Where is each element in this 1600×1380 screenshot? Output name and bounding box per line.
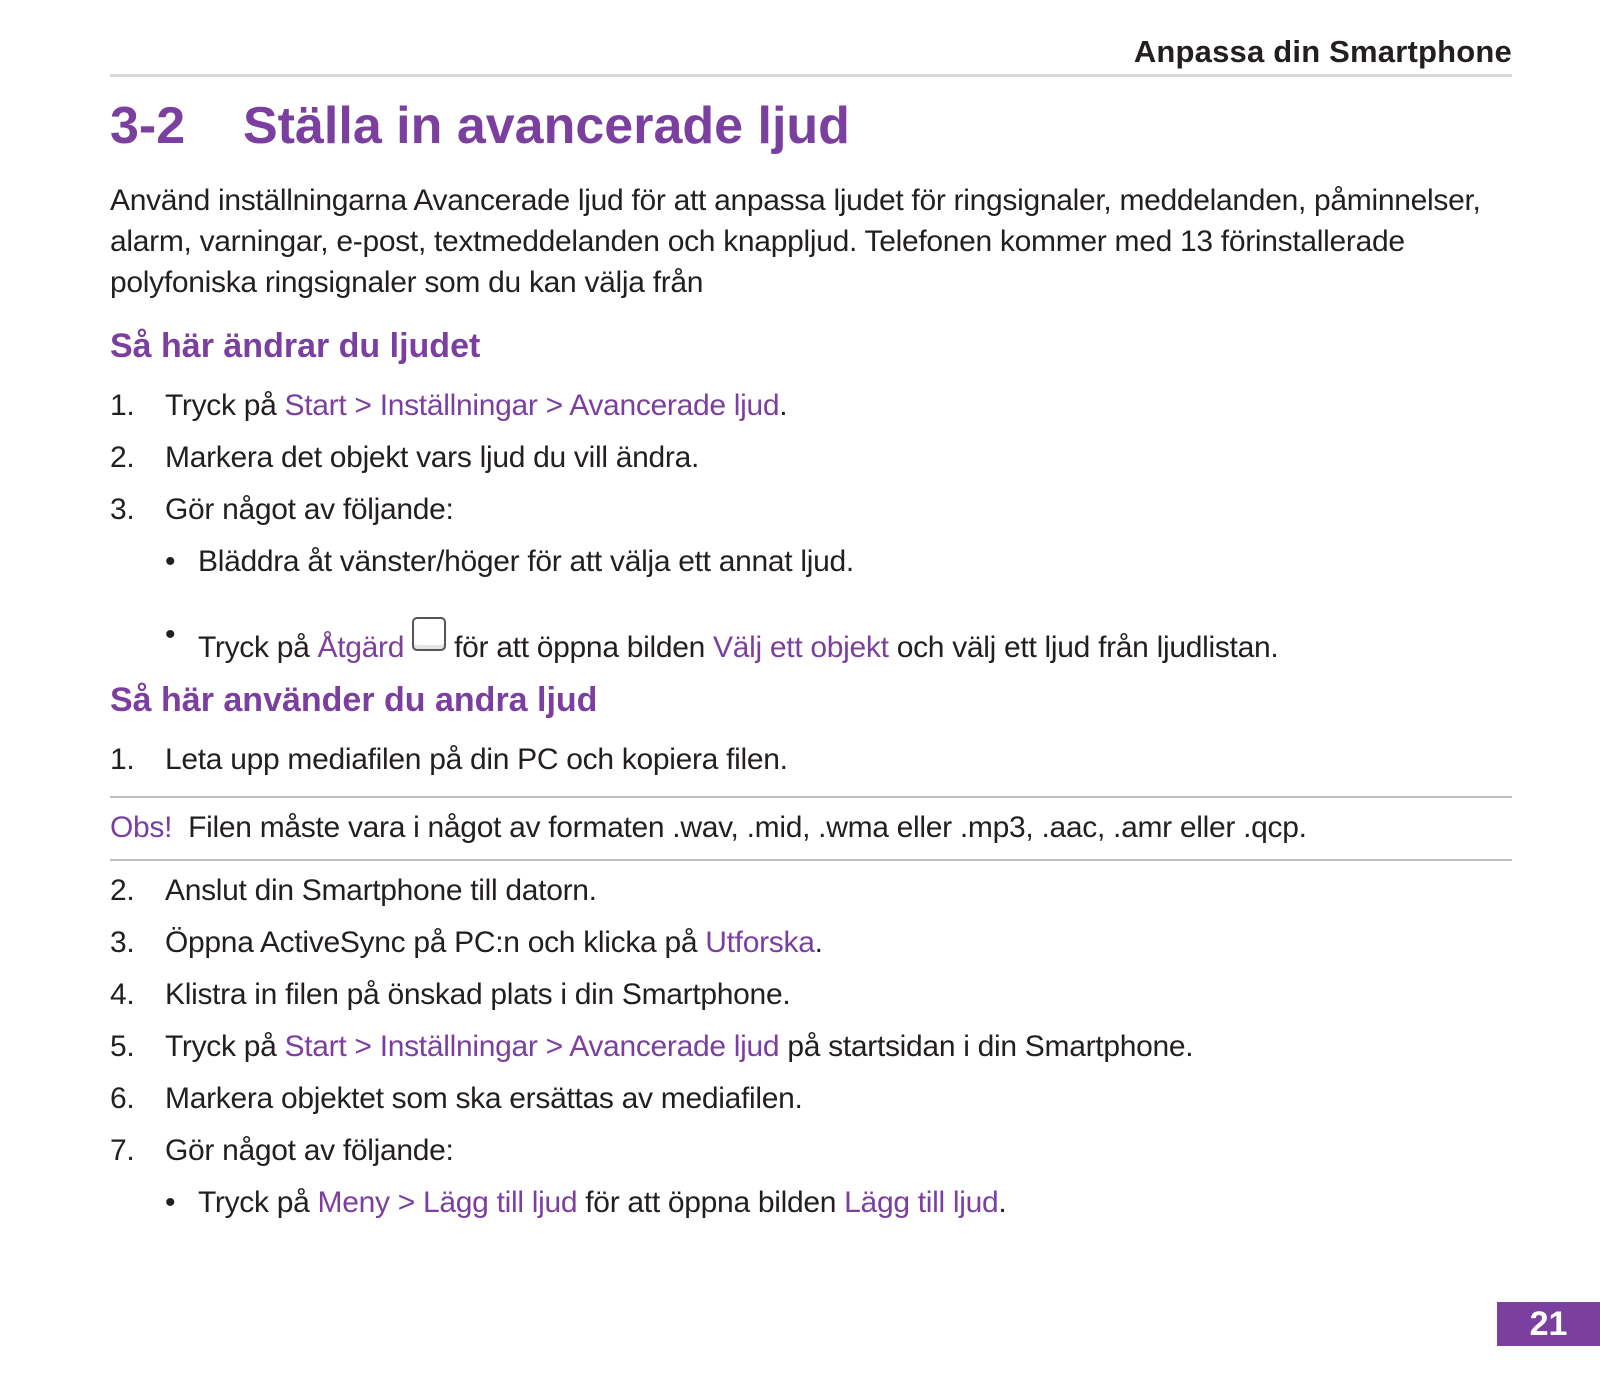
menu-path-link: Start > Inställningar > Avancerade ljud: [284, 389, 780, 422]
step-number: 1.: [110, 389, 135, 422]
step-number: 2.: [110, 874, 135, 907]
note-text: Filen måste vara i något av formaten .wav, .mid, .wma eller .mp3, .aac, .amr eller .qcp.: [188, 811, 1307, 844]
step-number: 1.: [110, 743, 135, 776]
page-number-badge: 21: [1497, 1302, 1600, 1346]
bullet-dot: •: [165, 618, 176, 651]
step-number: 4.: [110, 978, 135, 1011]
document-page: [110, 0, 1512, 1380]
note-rule-bottom: [110, 859, 1512, 861]
step-number: 2.: [110, 441, 135, 474]
explore-link: Utforska: [705, 926, 815, 959]
bullet-dot: •: [165, 1186, 176, 1219]
bullet-dot: •: [165, 545, 176, 578]
step-text: Gör något av följande:: [165, 493, 454, 526]
step-text: [165, 1029, 1193, 1065]
bullet-text: [198, 617, 1278, 666]
step-text-post: på startsidan i din Smartphone.: [779, 1030, 1194, 1063]
subheading-other-sounds: Så här använder du andra ljud: [110, 681, 598, 719]
bullet-text-post: och välj ett ljud från ljudlistan.: [888, 631, 1279, 664]
bullet-text-pre: Tryck på: [198, 1186, 318, 1219]
bullet-text: [198, 1185, 1006, 1221]
step-text-pre: Öppna ActiveSync på PC:n och klicka på: [165, 926, 706, 959]
header-rule: [110, 74, 1512, 77]
action-link: Åtgärd: [317, 631, 405, 664]
step-text: Markera objektet som ska ersättas av mediafilen.: [165, 1082, 803, 1115]
add-sound-screen-link: Lägg till ljud: [844, 1186, 999, 1219]
step-number: 3.: [110, 493, 135, 526]
step-text: Markera det objekt vars ljud du vill ändra.: [165, 441, 700, 474]
step-number: 7.: [110, 1134, 135, 1167]
step-text: Gör något av följande:: [165, 1134, 454, 1167]
section-title-text: Ställa in avancerade ljud: [243, 97, 850, 155]
note-label: Obs!: [110, 811, 173, 844]
step-text: [165, 925, 823, 961]
step-text-post: .: [814, 926, 823, 959]
select-item-link: Välj ett objekt: [713, 631, 889, 664]
step-text: Leta upp mediafilen på din PC och kopiera filen.: [165, 743, 788, 776]
bullet-text-mid: för att öppna bilden: [454, 631, 714, 664]
bullet-text-post: .: [998, 1186, 1007, 1219]
bullet-text-mid: för att öppna bilden: [577, 1186, 845, 1219]
note-box: [110, 810, 1307, 846]
section-title: [110, 96, 850, 156]
step-number: 5.: [110, 1030, 135, 1063]
step-text: [165, 388, 787, 424]
intro-paragraph: Använd inställningarna Avancerade ljud för att anpassa ljudet för ringsignaler, meddelanden, påminnelser, alarm, varningar, e-post, textmeddelanden och knappljud. Telefonen kommer med 13 förinstallerade polyfoniska ringsignaler som du kan välja från: [110, 184, 1481, 299]
running-header: Anpassa din Smartphone: [1133, 34, 1512, 69]
note-rule-top: [110, 796, 1512, 798]
bullet-text-pre: Tryck på: [198, 631, 318, 664]
step-text-post: .: [779, 389, 788, 422]
section-number: 3-2: [110, 97, 186, 155]
menu-add-sound-link: Meny > Lägg till ljud: [317, 1186, 578, 1219]
menu-path-link: Start > Inställningar > Avancerade ljud: [284, 1030, 780, 1063]
step-text: Klistra in filen på önskad plats i din Smartphone.: [165, 978, 791, 1011]
bullet-text: Bläddra åt vänster/höger för att välja ett annat ljud.: [198, 545, 854, 578]
step-number: 3.: [110, 926, 135, 959]
step-text: Anslut din Smartphone till datorn.: [165, 874, 597, 907]
subheading-change-sound: Så här ändrar du ljudet: [110, 327, 481, 365]
step-number: 6.: [110, 1082, 135, 1115]
step-text-pre: Tryck på: [165, 389, 285, 422]
step-text-pre: Tryck på: [165, 1030, 285, 1063]
action-key-icon: [412, 617, 446, 651]
